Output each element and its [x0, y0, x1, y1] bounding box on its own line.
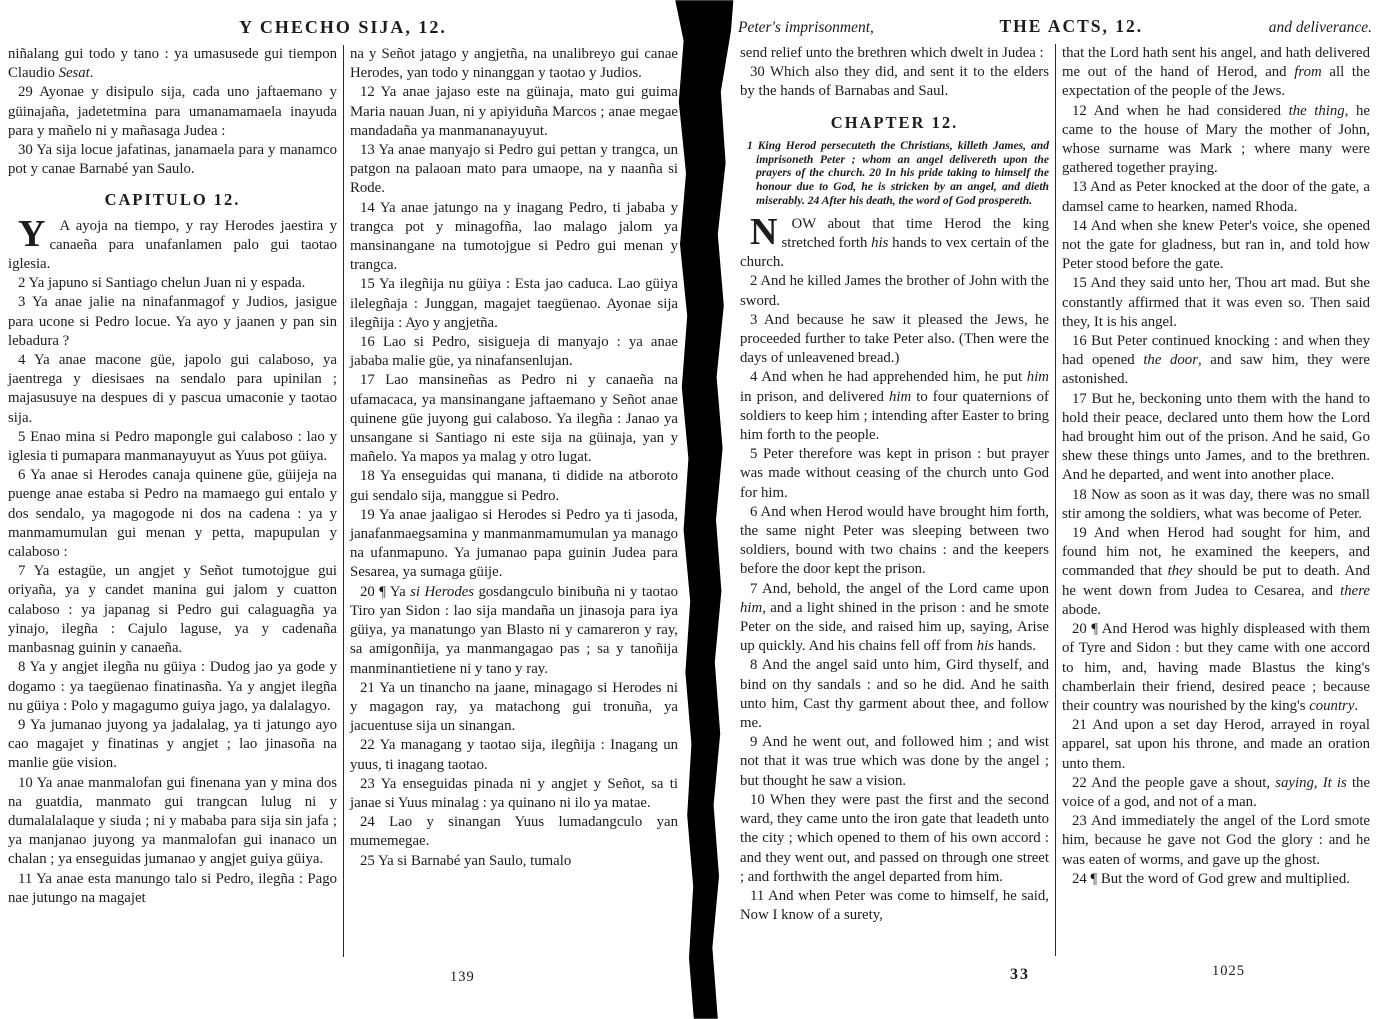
running-head-title: THE ACTS, 12.: [999, 16, 1144, 36]
verse-paragraph: 16 Lao si Pedro, sisigueja di manyajo : ya anae jababa malie güe, ya ninafansenlujan.: [350, 334, 678, 370]
right-page-columns: [734, 44, 1376, 956]
verse-paragraph: 23 Ya enseguidas pinada ni y angjet y Señot, sa ti janae si Yuus minalag : ya quinano ni ilo ya matae.: [350, 775, 678, 811]
verse-paragraph: 23 And immediately the angel of the Lord smote him, because he gave not God the glory : and he was eaten of worms, and gave up the ghost.: [1062, 813, 1370, 868]
verse-paragraph: 19 Ya anae jaaligao si Herodes si Pedro ya ti jasoda, janafanmaegsamina y manmanmamumulan ya manago na ufanmapuno. Ya jumanao papa guinin Judea para Sesarea, ya sumaga güije.: [350, 506, 678, 581]
verse-paragraph: 9 And he went out, and followed him ; and wist not that it was true which was done by the angel ; but thought he saw a vision.: [740, 734, 1049, 789]
verse-paragraph: 17 Lao mansineñas as Pedro ni y canaeña na ufamacaca, ya mansinangane jaftaemano y Señot anae quinene güe juyong gui calaboso. Ya ilegña : Janao ya unsangane si Santiago ni este sija na güinaja, yan y mañelo. Ya mapos ya malag y otro lugat.: [350, 372, 678, 466]
right-page: [734, 0, 1376, 1019]
verse-paragraph: 12 Ya anae jajaso este na güinaja, mato gui guima Maria nauan Juan, ni y apiyiduña Marcos ; anae megae mandadaña ya manmananayuyut.: [350, 84, 678, 139]
verse-paragraph: 2 Ya japuno si Santiago chelun Juan ni y espada.: [18, 275, 306, 292]
verse-paragraph: 22 And the people gave a shout, saying, It is the voice of a god, and not of a man.: [1062, 774, 1371, 810]
verse-paragraph: 6 Ya anae si Herodes canaja quinene güe, güijeja na puenge anae estaba si Pedro na mamaego gui entalo y dos sendalo, ya magogode ni dos na cadena : ya y manmamumulan gui menan y petta, mapupulan y calaboso :: [8, 467, 337, 561]
verse-paragraph: 14 Ya anae jatungo na y inagang Pedro, ti jababa y trangca pot y minagofña, lao malago jalom ya mansinangane na tumotojgue si Pedro gui menan y trangca.: [350, 199, 678, 274]
verse-paragraph: 2 And he killed James the brother of John with the sword.: [740, 273, 1049, 309]
verse-paragraph: 22 Ya managang y taotao sija, ilegñija : Inagang un yuus, ti inagang taotao.: [350, 737, 678, 773]
verse-paragraph: send relief unto the brethren which dwelt in Judea :: [740, 45, 1044, 61]
left-page-column-1: [2, 45, 343, 957]
verse-paragraph: 3 Ya anae jalie na ninafanmagof y Judios, jasigue para ucone si Pedro locue. Ya ayo y jaanen y pan sin lebadura ?: [8, 294, 337, 349]
verse-paragraph: 18 Ya enseguidas qui manana, ti didide na atboroto gui sendalo sija, manggue si Pedro.: [350, 468, 678, 504]
verse-paragraph: 4 Ya anae macone güe, japolo gui calaboso, ya jaentrega y diesisaes na sendalo para upinilan ; majasusuye na despues di y pascua umaconie y taotao sija.: [8, 352, 337, 426]
verse-paragraph: 10 Ya anae manmalofan gui finenana yan y mina dos na guatdia, manmato gui trangcan lulug ni y dumalalalaque y siuda ; ni y mababa para sija sin jafa ; ya manjanao juyong ya manmalofan gui inanaco un chalan ; ya enseguidas jumanao y angjet guiya güiya.: [8, 774, 337, 868]
verse-paragraph: niñalang gui todo y tano : ya umasusede gui tiempon Claudio Sesat.: [8, 46, 337, 82]
verse-paragraph: 21 Ya un tinancho na jaane, minagago si Herodes ni y magagon ray, ya matachong gui tronuña, ya jacuentuse sija un sinangan.: [350, 679, 678, 735]
verse-paragraph: 30 Which also they did, and sent it to the elders by the hands of Barnabas and Saul.: [740, 64, 1049, 100]
verse-paragraph: 15 And they said unto her, Thou art mad. But she constantly affirmed that it was even so. Then said they, It is his angel.: [1062, 275, 1370, 330]
right-page-header: [734, 0, 1376, 37]
left-page-header: Y CHECHO SIJA, 12.: [239, 17, 447, 37]
drop-cap: Y: [18, 212, 46, 255]
verse-paragraph: NOW about that time Herod the king stretched forth his hands to vex certain of the church.: [740, 210, 1049, 271]
verse-paragraph: 11 And when Peter was come to himself, he said, Now I know of a surety,: [740, 887, 1049, 924]
verse-paragraph: na y Señot jatago y angjetña, na unalibreyo gui canae Herodes, yan todo y ninanggan y taotao y Judios.: [350, 46, 678, 82]
drop-cap: N: [750, 210, 778, 253]
chapter-heading: CHAPTER 12.: [830, 112, 959, 132]
verse-paragraph: 14 And when she knew Peter's voice, she opened not the gate for gladness, but ran in, and told how Peter stood before the gate.: [1062, 217, 1370, 273]
verse-paragraph: that the Lord hath sent his angel, and hath delivered me out of the hand of Herod, and from all the expectation of the people of the Jews.: [1062, 45, 1370, 100]
verse-paragraph: 13 And as Peter knocked at the door of the gate, a damsel came to hearken, named Rhoda.: [1062, 179, 1370, 215]
right-page-column-1: [734, 44, 1055, 956]
right-page-column-2: [1055, 44, 1376, 956]
verse-paragraph: 7 Ya estagüe, un angjet y Señot tumotojgue gui oriyaña, ya y candet manina gui jalom y cuatton calaboso : ya japanag si Pedro gui calaguagña ya yinajo, ilegña : Cajulo laguse, ya y cadenaña manbasnag guinin y canaeña.: [8, 563, 337, 657]
verse-paragraph: 18 Now as soon as it was day, there was no small stir among the soldiers, what was become of Peter.: [1062, 486, 1370, 522]
verse-paragraph: 7 And, behold, the angel of the Lord came upon him, and a light shined in the prison : and he smote Peter on the side, and raised him up, saying, Arise up quickly. And his chains fell off from his hands.: [740, 580, 1049, 655]
left-page-number: 139: [450, 969, 475, 985]
verse-paragraph: 30 Ya sija locue jafatinas, janamaela para y manamco pot y canae Barnabé yan Saulo.: [8, 142, 337, 178]
verse-paragraph: 24 Lao y sinangan Yuus lumadangculo yan mumemegae.: [350, 814, 678, 850]
verse-paragraph: 10 When they were past the first and the second ward, they came unto the iron gate that leadeth unto the city ; which opened to them of his own accord : and they went out, and passed on through one street ; and forthwith the angel departed from him.: [740, 791, 1049, 885]
verse-paragraph: Y A ayoja na tiempo, y ray Herodes jaestira y canaeña para unafanlamen palo gui taotao iglesia.: [8, 212, 337, 273]
running-head-left: Peter's imprisonment,: [738, 19, 874, 36]
verse-paragraph: 20 ¶ Ya si Herodes gosdangculo binibuña ni y taotao Tiro yan Sidon : lao sija mandaña un jinasoja para iya güiya, ya manatungo yan Blasto ni y camareron y ray, sa amigonñija, ya manmangagao pas ; sa y tanoñija manminantietiene ni y tano y ray.: [350, 583, 678, 677]
verse-paragraph: 19 And when Herod had sought for him, and found him not, he examined the keepers, and commanded that they should be put to death. And he went down from Judea to Cesarea, and there abode.: [1062, 525, 1371, 618]
verse-paragraph: 16 But Peter continued knocking : and when they had opened the door, and saw him, they were astonished.: [1062, 333, 1370, 388]
verse-paragraph: 6 And when Herod would have brought him forth, the same night Peter was sleeping between two soldiers, bound with two chains : and the keepers before the door kept the prison.: [740, 503, 1049, 578]
verse-paragraph: 12 And when he had considered the thing, he came to the house of Mary the mother of John, whose surname was Mark ; where many were gathered together praying.: [1062, 102, 1370, 177]
printer-signature-mark: 33: [1010, 966, 1030, 983]
left-page: [2, 0, 684, 1019]
right-page-number: 1025: [1212, 963, 1245, 979]
verse-paragraph: 25 Ya si Barnabé yan Saulo, tumalo: [360, 852, 572, 869]
chapter-heading: CAPITULO 12.: [104, 190, 241, 210]
verse-paragraph: 24 ¶ But the word of God grew and multiplied.: [1072, 870, 1350, 887]
verse-paragraph: 15 Ya ilegñija nu güiya : Esta jao caduca. Lao güiya ilelegñaja : Junggan, magajet taegüenao. Ayonae sija ilegñija : Ayo y angjetña.: [350, 276, 678, 331]
verse-paragraph: 5 Peter therefore was kept in prison : but prayer was made without ceasing of the church unto God for him.: [740, 446, 1049, 501]
verse-paragraph: 11 Ya anae esta manungo talo si Pedro, ilegña : Pago nae jutungo na magajet: [8, 870, 337, 906]
running-head-right: and deliverance.: [1268, 19, 1372, 36]
chapter-summary: 1 King Herod persecuteth the Christians, killeth James, and imprisoneth Peter ; whom an angel delivereth upon the prayers of the church. 20 In his pride taking to himself the honour due to God, he is stricken by an angel, and dieth miserably. 24 After his death, the word of God prospereth.: [747, 138, 1049, 207]
verse-paragraph: 21 And upon a set day Herod, arrayed in royal apparel, sat upon his throne, and made an oration unto them.: [1062, 717, 1370, 772]
verse-paragraph: 9 Ya jumanao juyong ya jadalalag, ya ti jatungo ayo cao magajet y finatinas y angjet ; lao jinasoña na manlie güe vision.: [8, 716, 337, 772]
verse-paragraph: 17 But he, beckoning unto them with the hand to hold their peace, declared unto them how the Lord had brought him out of the prison. And he said, Go shew these things unto James, and to the brethren. And he departed, and went into another place.: [1062, 390, 1370, 484]
verse-paragraph: 29 Ayonae y disipulo sija, cada uno jaftaemano y güinajaña, jadetetmina para umanamamaela inayuda para y mañelo ni y mañasaga Judea :: [8, 84, 337, 139]
verse-paragraph: 4 And when he had apprehended him, he put him in prison, and delivered him to four quaternions of soldiers to keep him ; intending after Easter to bring him forth to the people.: [740, 369, 1049, 444]
verse-paragraph: 5 Enao mina si Pedro mapongle gui calaboso : lao y iglesia ti pumapara manmanayuyut as Yuus pot güiya.: [8, 428, 337, 465]
left-page-columns: [2, 45, 684, 957]
verse-paragraph: 8 Ya y angjet ilegña nu güiya : Dudog jao ya gode y dogamo : ya taegüenao finatinasña. Ya y angjet ilegña nu güiya : Polo y magagumo guiya jago, ya dalalagyo.: [8, 659, 337, 714]
verse-paragraph: 20 ¶ And Herod was highly displeased with them of Tyre and Sidon : but they came with one accord to him, and, having made Blastus the king's chamberlain their friend, desired peace ; because their country was nourished by the king's country.: [1062, 621, 1370, 714]
left-page-column-2: [343, 45, 684, 957]
verse-paragraph: 8 And the angel said unto him, Gird thyself, and bind on thy sandals : and so he did. And he saith unto him, Cast thy garment about thee, and follow me.: [740, 657, 1049, 732]
verse-paragraph: 3 And because he saw it pleased the Jews, he proceeded further to take Peter also. (Then were the days of unleavened bread.): [740, 311, 1049, 367]
verse-paragraph: 13 Ya anae manyajo si Pedro gui pettan y trangca, un patgon na palaoan mato para umaope, na y naanña si Rode.: [350, 142, 678, 197]
